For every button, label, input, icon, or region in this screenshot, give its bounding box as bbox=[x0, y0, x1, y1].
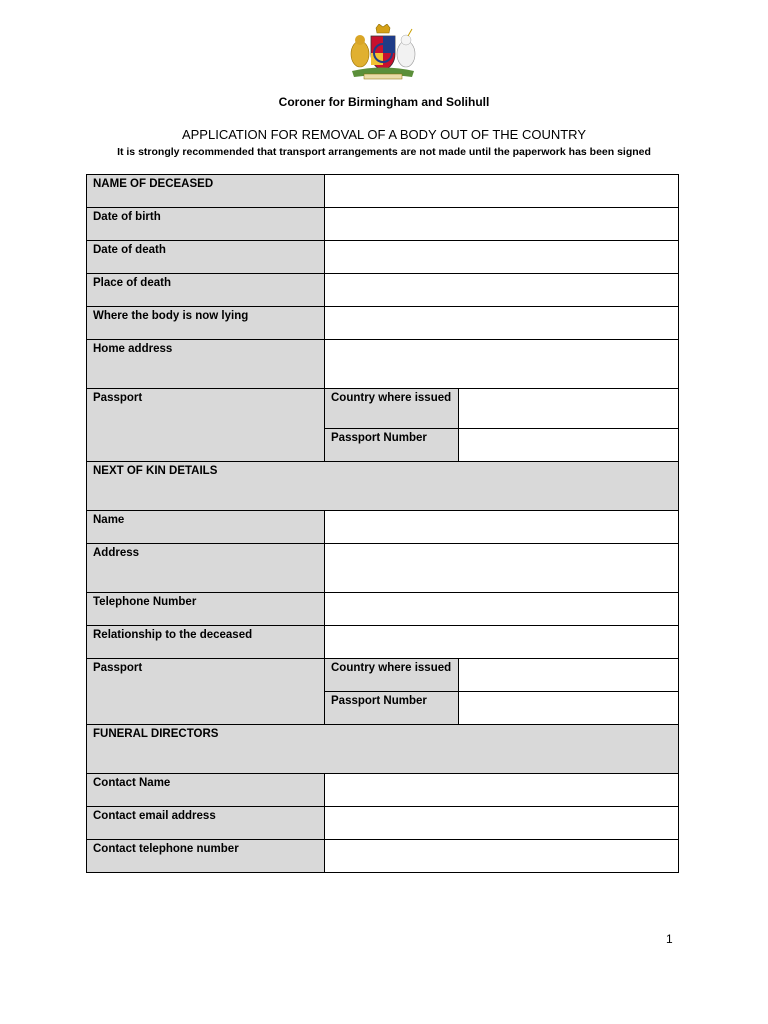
place-of-death-field[interactable] bbox=[325, 274, 679, 307]
royal-coat-of-arms-icon bbox=[346, 24, 420, 82]
table-row bbox=[87, 593, 679, 626]
kin-country-issued-field[interactable] bbox=[459, 659, 679, 692]
contact-name-field[interactable] bbox=[325, 774, 679, 807]
deceased-country-issued-field[interactable] bbox=[459, 389, 679, 429]
deceased-name-field[interactable] bbox=[325, 175, 679, 208]
body-location-field[interactable] bbox=[325, 307, 679, 340]
date-of-birth-label: Date of birth bbox=[87, 208, 325, 241]
table-row bbox=[87, 340, 679, 389]
date-of-death-label: Date of death bbox=[87, 241, 325, 274]
deceased-country-issued-label: Country where issued bbox=[325, 389, 459, 429]
form-title: APPLICATION FOR REMOVAL OF A BODY OUT OF THE COUNTRY bbox=[181, 127, 587, 142]
deceased-passport-label: Passport bbox=[87, 389, 325, 462]
table-row bbox=[87, 725, 679, 774]
home-address-field[interactable] bbox=[325, 340, 679, 389]
table-row bbox=[87, 462, 679, 511]
table-row bbox=[87, 626, 679, 659]
table-row bbox=[87, 241, 679, 274]
contact-name-label: Contact Name bbox=[87, 774, 325, 807]
form-subtitle: It is strongly recommended that transport arrangements are not made until the paperwork has been signed bbox=[117, 146, 651, 158]
application-form-table bbox=[86, 174, 679, 873]
table-row bbox=[87, 807, 679, 840]
contact-email-label: Contact email address bbox=[87, 807, 325, 840]
kin-relationship-field[interactable] bbox=[325, 626, 679, 659]
body-location-label: Where the body is now lying bbox=[87, 307, 325, 340]
table-row bbox=[87, 274, 679, 307]
organisation-name: Coroner for Birmingham and Solihull bbox=[278, 95, 490, 109]
deceased-passport-number-field[interactable] bbox=[459, 429, 679, 462]
kin-passport-number-label: Passport Number bbox=[325, 692, 459, 725]
deceased-name-label: NAME OF DECEASED bbox=[87, 175, 325, 208]
date-of-death-field[interactable] bbox=[325, 241, 679, 274]
kin-address-label: Address bbox=[87, 544, 325, 593]
kin-passport-label: Passport bbox=[87, 659, 325, 725]
table-row bbox=[87, 511, 679, 544]
table-row bbox=[87, 175, 679, 208]
next-of-kin-section-heading: NEXT OF KIN DETAILS bbox=[87, 462, 679, 511]
funeral-directors-section-heading: FUNERAL DIRECTORS bbox=[87, 725, 679, 774]
table-row bbox=[87, 774, 679, 807]
page-number: 1 bbox=[666, 932, 673, 946]
kin-telephone-field[interactable] bbox=[325, 593, 679, 626]
contact-telephone-field[interactable] bbox=[325, 840, 679, 873]
table-row bbox=[87, 659, 679, 692]
kin-country-issued-label: Country where issued bbox=[325, 659, 459, 692]
kin-name-field[interactable] bbox=[325, 511, 679, 544]
date-of-birth-field[interactable] bbox=[325, 208, 679, 241]
kin-name-label: Name bbox=[87, 511, 325, 544]
kin-relationship-label: Relationship to the deceased bbox=[87, 626, 325, 659]
table-row bbox=[87, 544, 679, 593]
home-address-label: Home address bbox=[87, 340, 325, 389]
kin-passport-number-field[interactable] bbox=[459, 692, 679, 725]
kin-telephone-label: Telephone Number bbox=[87, 593, 325, 626]
place-of-death-label: Place of death bbox=[87, 274, 325, 307]
kin-address-field[interactable] bbox=[325, 544, 679, 593]
table-row bbox=[87, 840, 679, 873]
contact-telephone-label: Contact telephone number bbox=[87, 840, 325, 873]
contact-email-field[interactable] bbox=[325, 807, 679, 840]
deceased-passport-number-label: Passport Number bbox=[325, 429, 459, 462]
table-row bbox=[87, 389, 679, 429]
table-row bbox=[87, 307, 679, 340]
table-row bbox=[87, 208, 679, 241]
